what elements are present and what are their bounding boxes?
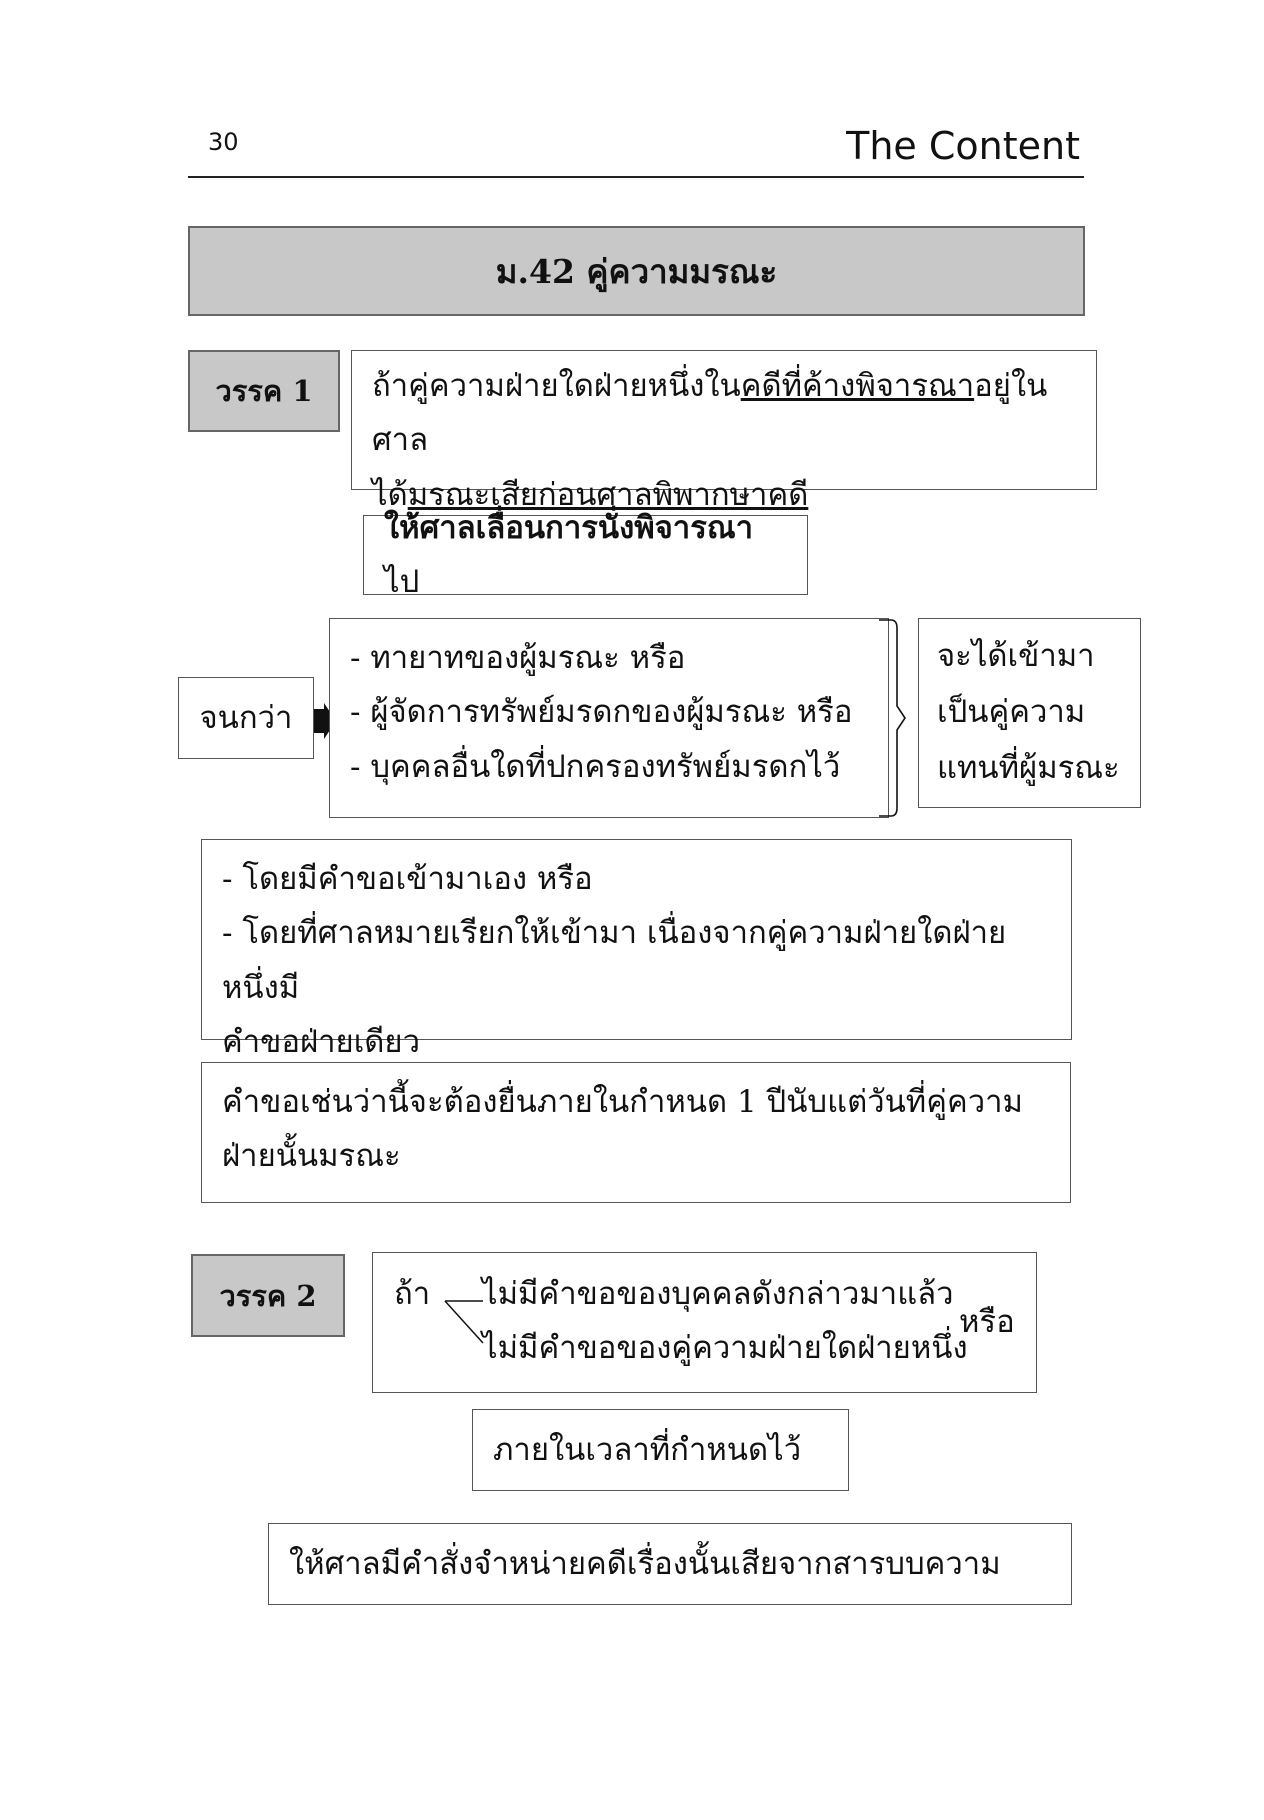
replace-line: แทนที่ผู้มรณะ bbox=[937, 749, 1120, 786]
para1-line2: ได้มรณะเสียก่อนศาลพิพากษาคดี bbox=[372, 476, 809, 513]
method-line: - โดยที่ศาลหมายเรียกให้เข้ามา เนื่องจากคู่ความฝ่ายใดฝ่ายหนึ่งมี bbox=[222, 915, 1007, 1006]
postpone-box: ให้ศาลเลื่อนการนั่งพิจารณาไป bbox=[363, 515, 808, 595]
replace-line: เป็นคู่ความ bbox=[937, 693, 1086, 730]
heirs-box bbox=[329, 618, 889, 818]
para1-label: วรรค 1 bbox=[188, 350, 340, 432]
result-box: ให้ศาลมีคำสั่งจำหน่ายคดีเรื่องนั้นเสียจากสารบบความ bbox=[268, 1523, 1072, 1605]
replace-box bbox=[918, 618, 1141, 808]
brace-icon bbox=[877, 618, 913, 818]
heir-item: - บุคคลอื่นใดที่ปกครองทรัพย์มรดกไว้ bbox=[350, 748, 841, 785]
running-header-title: The Content bbox=[846, 124, 1080, 168]
deadline-box bbox=[201, 1062, 1071, 1203]
heir-item: - ทายาทของผู้มรณะ หรือ bbox=[350, 640, 686, 676]
condition-1: ไม่มีคำขอของบุคคลดังกล่าวมาแล้ว bbox=[482, 1276, 954, 1312]
within-time-box: ภายในเวลาที่กำหนดไว้ bbox=[472, 1409, 849, 1491]
if-word: ถ้า bbox=[394, 1276, 431, 1312]
method-line: - โดยมีคำขอเข้ามาเอง หรือ bbox=[222, 861, 593, 897]
deadline-line: คำขอเช่นว่านี้จะต้องยื่นภายในกำหนด 1 ปีนับแต่วันที่คู่ความ bbox=[222, 1084, 1023, 1120]
condition-2: ไม่มีคำขอของคู่ความฝ่ายใดฝ่ายหนึ่ง bbox=[482, 1330, 968, 1366]
page-number: 30 bbox=[208, 128, 239, 156]
para1-line1: ถ้าคู่ความฝ่ายใดฝ่ายหนึ่งในคดีที่ค้างพิจารณาอยู่ในศาล bbox=[372, 368, 1048, 459]
deadline-line: ฝ่ายนั้นมรณะ bbox=[222, 1138, 401, 1175]
para2-label: วรรค 2 bbox=[191, 1254, 345, 1337]
replace-line: จะได้เข้ามา bbox=[937, 638, 1095, 674]
request-methods-box bbox=[201, 839, 1072, 1060]
method-line: คำขอฝ่ายเดียว bbox=[222, 1023, 420, 1060]
para1-condition-box bbox=[351, 350, 1097, 513]
heir-item: - ผู้จัดการทรัพย์มรดกของผู้มรณะ หรือ bbox=[350, 694, 853, 731]
para2-condition-box bbox=[372, 1252, 1037, 1393]
or-word: หรือ bbox=[959, 1304, 1015, 1340]
section-title: ม.42 คู่ความมรณะ bbox=[188, 226, 1085, 316]
header-rule bbox=[188, 176, 1084, 178]
until-label: จนกว่า bbox=[178, 677, 314, 759]
